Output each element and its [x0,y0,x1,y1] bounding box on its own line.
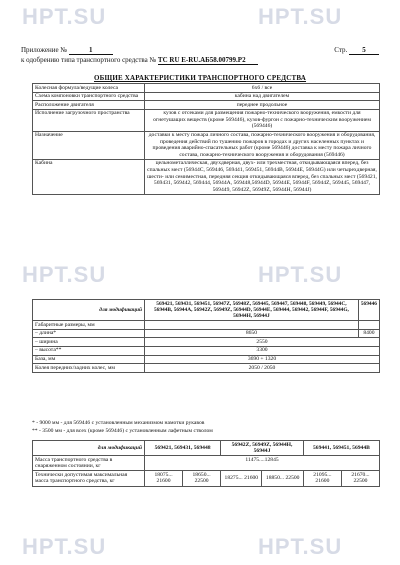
table-row: Назначение доставки к месту пожара личного состава, пожарно-технического вооружения и оборудования, проведения действий по тушению пожаров в городах и других населенных пунктах и проведения аварийно-спасательных работ (кроме 569446) доставка к месту пожара личного состава, пожарно-технического вооружения и оборудования (569446) [33,131,380,159]
mass-table [32,440,380,487]
watermark: HPT.SU [258,534,343,559]
page-title: ОБЩИЕ ХАРАКТЕРИСТИКИ ТРАНСПОРТНОГО СРЕДСТВА [93,74,307,82]
page-number: 5 [349,46,379,55]
table-row: Технически допустимая максимальная масса транспортного средства, кг 18075... 21600 18650... 22500 18275... 21600 18850... 22500 21095... 21600 21670... 22500 [33,471,380,486]
table-row: Кабина цельнометаллическая, двухдверная, двух- или трехместная, откидывающаяся вперед, без спальных мест (56944С, 569446, 569441, 569451, 56944В, 56944Е, 56944G) или четырехдверная, шести- или семиместная, передняя секция откидывающаяся вперед, без спальных мест (569421, 569431, 569442, 569444, 56944А, 569448,56944D, 56944E, 56944F, 56944Z, 569445, 569447, 569449, 56942Z, 56949Z, 56944H, 56944J) [33,159,380,194]
general-characteristics-table [32,83,380,195]
table-row: База, мм 3690 + 1320 [33,355,380,364]
dimensions-table [32,299,380,373]
document-header [21,46,379,65]
table-row: Колея передних/задних колес, мм 2050 / 2050 [33,364,380,373]
table-row: для модификаций 569421, 569431, 569451, 56947Z, 56948Z, 569445, 569447, 569448, 569449, 56944C, 56944B, 56944A, 56942Z, 56949Z, 56944D, 56944E, 569444, 569442, 56944F, 56944G, 56944H, 56944J 569446 [33,300,380,321]
appendix-number: 1 [69,46,113,55]
table-row: Масса транспортного средства в снаряженном состоянии, кг 11475....12845 [33,456,380,471]
watermark: HPT.SU [22,534,107,559]
table-row: Колесная формула/ведущие колеса 6x6 / все [33,84,380,93]
footnote: ** - 3500 мм - для всех (кроме 569446) с установленным лафетным стволом [32,428,213,434]
table-row: – ширина 2550 [33,338,380,347]
table-row: для модификаций 569421, 569431, 569448 56942Z, 56949Z, 56944H, 56944J 569441, 569451, 56944B [33,441,380,456]
table-row: – высота** 3300 [33,346,380,355]
watermark: HPT.SU [258,4,343,29]
table-row: – длина* 8650 8400 [33,329,380,338]
table-row: Схема компоновки транспортного средства кабина над двигателем [33,92,380,101]
appendix: Приложение № 1 [21,46,113,55]
watermark: HPT.SU [22,262,107,287]
footnote: * - 9000 мм - для 569446 с установленным механизмом намотки рукавов [32,420,205,426]
table-row: Расположение двигателя переднее продольное [33,101,380,110]
page-indicator: Стр. 5 [334,46,379,55]
watermark: HPT.SU [258,262,343,287]
approval-line: к одобрению типа транспортного средства № ТС RU E-RU.АБ58.00799.Р2 [21,56,379,64]
table-row: Исполнение загрузочного пространства кузов с отсеками для размещения пожарно-технического вооружения, емкости для огнетушащих веществ (кроме 569446), кузов-фургон с пожарно-техническим вооружением (569446) [33,109,380,131]
approval-number: ТС RU E-RU.АБ58.00799.Р2 [158,56,258,65]
watermark: HPT.SU [22,4,107,29]
table-row: Габаритные размеры, мм [33,321,380,330]
